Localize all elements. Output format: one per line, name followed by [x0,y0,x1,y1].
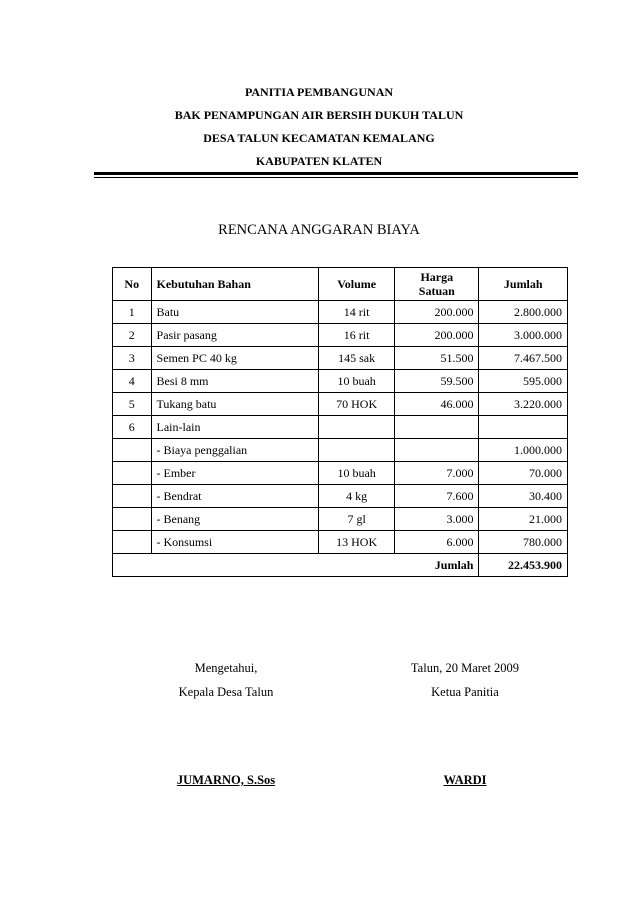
cell-no [113,485,152,508]
table-row [113,439,568,462]
cell-item: - Ember [151,462,319,485]
cell-no [113,531,152,554]
cell-total: 70.000 [479,462,568,485]
cell-item: - Konsumsi [151,531,319,554]
cell-total: 21.000 [479,508,568,531]
cell-volume [319,416,395,439]
cell-price: 200.000 [395,324,479,347]
header-line-1: PANITIA PEMBANGUNAN [244,85,394,99]
document-title: RENCANA ANGGARAN BIAYA [218,222,420,238]
cell-item: Tukang batu [151,393,319,416]
budget-table [112,267,568,577]
cell-price: 200.000 [395,301,479,324]
cell-item: Batu [151,301,319,324]
cell-price: 3.000 [395,508,479,531]
cell-price: 46.000 [395,393,479,416]
table-row [113,347,568,370]
cell-total: 7.467.500 [479,347,568,370]
cell-item: Semen PC 40 kg [151,347,319,370]
cell-price: 51.500 [395,347,479,370]
cell-item: - Benang [151,508,319,531]
cell-volume: 10 buah [319,462,395,485]
table-row [113,485,568,508]
col-header-total: Jumlah [479,268,568,301]
cell-price: 7.000 [395,462,479,485]
sum-label: Jumlah [113,554,479,577]
cell-no: 1 [113,301,152,324]
cell-price [395,439,479,462]
cell-item: Pasir pasang [151,324,319,347]
table-row [113,324,568,347]
right-sign-name: WARDI [443,773,487,787]
table-row [113,370,568,393]
cell-volume: 4 kg [319,485,395,508]
cell-volume: 14 rit [319,301,395,324]
right-sign-line1: Talun, 20 Maret 2009 [410,661,520,675]
cell-item: - Bendrat [151,485,319,508]
cell-no [113,508,152,531]
left-sign-line1: Mengetahui, [194,661,258,675]
table-header-row [113,268,568,301]
cell-no: 3 [113,347,152,370]
sum-value: 22.453.900 [479,554,568,577]
cell-total [479,416,568,439]
cell-total: 2.800.000 [479,301,568,324]
header-line-3: DESA TALUN KECAMATAN KEMALANG [203,131,435,145]
cell-total: 3.220.000 [479,393,568,416]
cell-price: 59.500 [395,370,479,393]
cell-volume: 10 buah [319,370,395,393]
left-sign-name: JUMARNO, S.Sos [176,773,276,787]
cell-item: - Biaya penggalian [151,439,319,462]
table-row [113,462,568,485]
table-row [113,508,568,531]
cell-volume [319,439,395,462]
cell-item: Lain-lain [151,416,319,439]
col-header-volume: Volume [319,268,395,301]
col-header-item: Kebutuhan Bahan [151,268,319,301]
table-row [113,416,568,439]
header-line-4: KABUPATEN KLATEN [255,154,383,168]
table-row [113,393,568,416]
header-rule-thin [94,177,578,178]
cell-total: 3.000.000 [479,324,568,347]
cell-volume: 13 HOK [319,531,395,554]
cell-total: 595.000 [479,370,568,393]
right-sign-line2: Ketua Panitia [431,685,499,699]
cell-total: 780.000 [479,531,568,554]
col-header-no: No [113,268,152,301]
cell-no: 4 [113,370,152,393]
header-rule-thick [94,172,578,175]
table-row [113,531,568,554]
cell-price [395,416,479,439]
col-header-price-line2: Satuan [418,284,455,298]
cell-no: 5 [113,393,152,416]
cell-no: 6 [113,416,152,439]
cell-no: 2 [113,324,152,347]
col-header-price [395,268,479,301]
cell-total: 30.400 [479,485,568,508]
cell-item: Besi 8 mm [151,370,319,393]
cell-volume: 145 sak [319,347,395,370]
col-header-price-line1: Harga [420,270,454,284]
cell-price: 7.600 [395,485,479,508]
left-sign-line2: Kepala Desa Talun [178,685,274,699]
cell-price: 6.000 [395,531,479,554]
table-row [113,301,568,324]
cell-no [113,462,152,485]
cell-volume: 16 rit [319,324,395,347]
header-line-2: BAK PENAMPUNGAN AIR BERSIH DUKUH TALUN [174,108,464,122]
cell-volume: 7 gl [319,508,395,531]
cell-total: 1.000.000 [479,439,568,462]
cell-volume: 70 HOK [319,393,395,416]
cell-no [113,439,152,462]
table-sum-row [113,554,568,577]
